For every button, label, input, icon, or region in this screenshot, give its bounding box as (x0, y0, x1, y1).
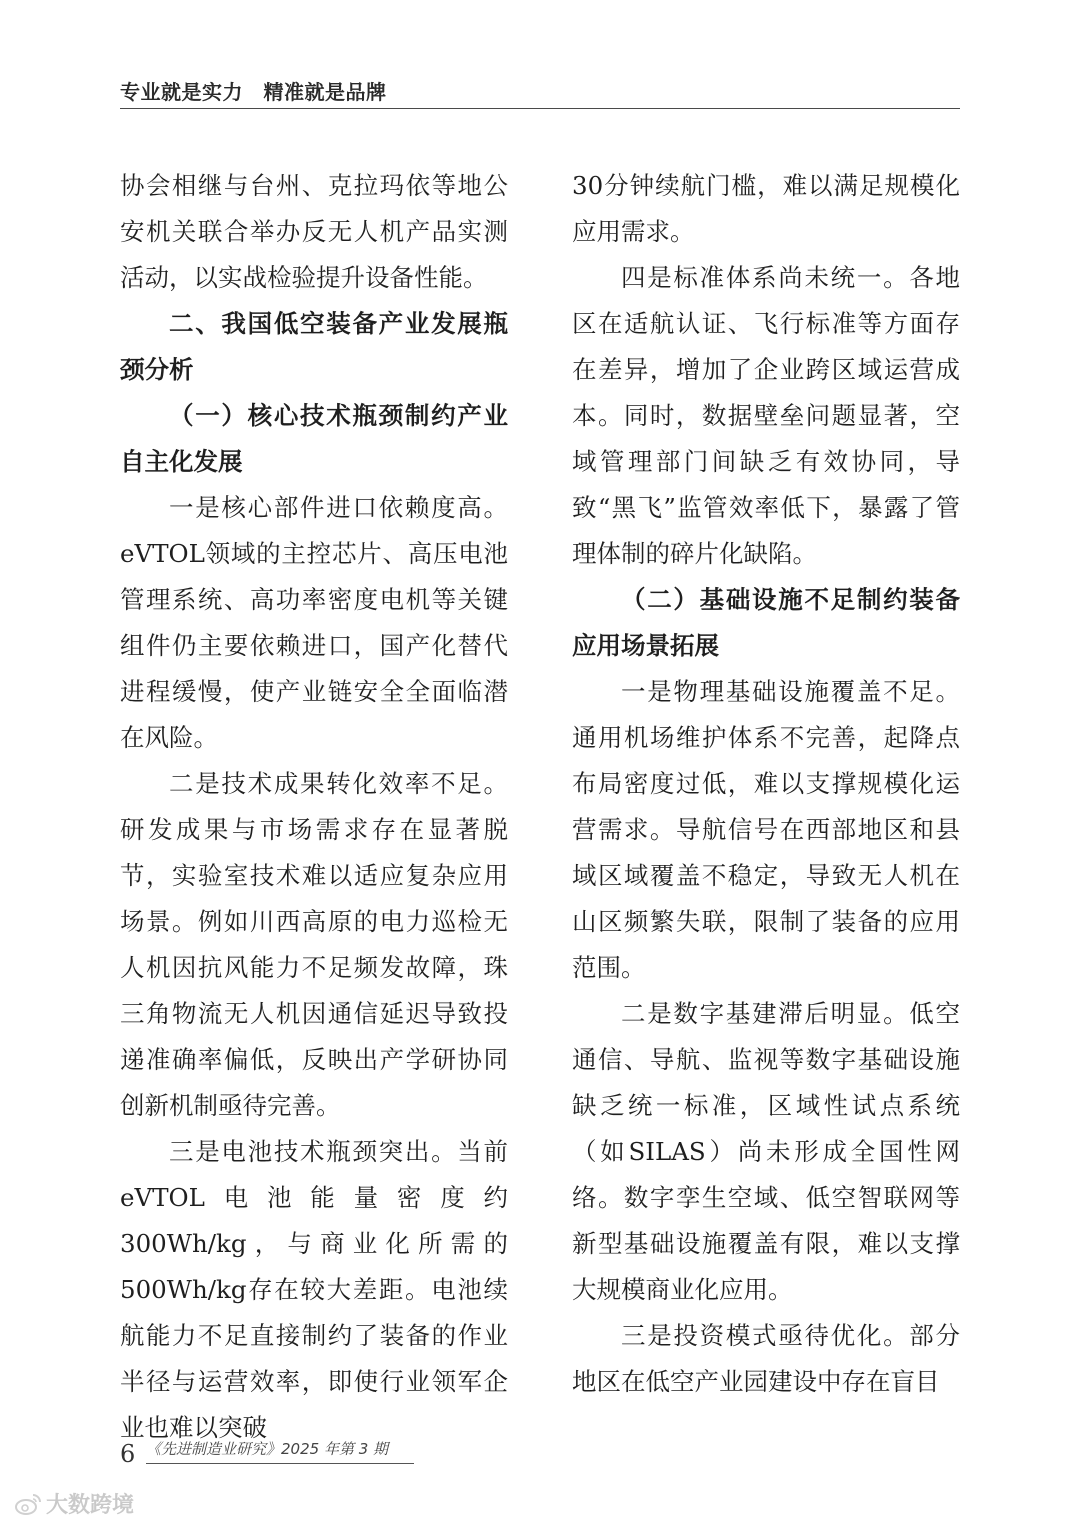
paragraph: 二是技术成果转化效率不足。研发成果与市场需求存在显著脱节，实验室技术难以适应复杂应用场景。例如川西高原的电力巡检无人机因抗风能力不足频发故障，珠三角物流无人机因通信延迟导致投递准确率偏低，反映出产学研协同创新机制亟待完善。 (120, 769, 508, 1120)
header-slogan: 专业就是实力 精准就是品牌 (120, 80, 387, 104)
watermark-text: 大数跨境 (46, 1493, 135, 1518)
paragraph: 二是数字基建滞后明显。低空通信、导航、监视等数字基础设施缺乏统一标准，区域性试点系统（如SILAS）尚未形成全国性网络。数字孪生空域、低空智联网等新型基础设施覆盖有限，难以支撑大规模商业化应用。 (572, 999, 960, 1304)
paragraph: 四是标准体系尚未统一。各地区在适航认证、飞行标准等方面存在差异，增加了企业跨区域运营成本。同时，数据壁垒问题显著，空域管理部门间缺乏有效协同，导致“黑飞”监管效率低下，暴露了管理体制的碎片化缺陷。 (572, 263, 960, 568)
weibo-logo-icon (14, 1492, 42, 1516)
journal-citation: 《先进制造业研究》2025 年第 3 期 (146, 1438, 414, 1464)
paragraph: 三是投资模式亟待优化。部分地区在低空产业园建设中存在盲目 (572, 1321, 960, 1396)
subsection-heading: （一）核心技术瓶颈制约产业自主化发展 (120, 401, 508, 476)
watermark (14, 1488, 134, 1519)
running-header (120, 74, 960, 109)
section-heading: 二、我国低空装备产业发展瓶颈分析 (120, 309, 508, 384)
paragraph: 协会相继与台州、克拉玛依等地公安机关联合举办反无人机产品实测活动，以实战检验提升设备性能。 (120, 171, 508, 292)
subsection-heading: （二）基础设施不足制约装备应用场景拓展 (572, 585, 960, 660)
paragraph: 三是电池技术瓶颈突出。当前eVTOL电池能量密度约300Wh/kg，与商业化所需的500Wh/kg存在较大差距。电池续航能力不足直接制约了装备的作业半径与运营效率，即使行业领军企业也难以突破 (120, 1137, 508, 1442)
right-column (572, 163, 960, 1405)
paragraph: 一是核心部件进口依赖度高。eVTOL领域的主控芯片、高压电池管理系统、高功率密度电机等关键组件仍主要依赖进口，国产化替代进程缓慢，使产业链安全全面临潜在风险。 (120, 493, 508, 752)
paragraph: 30分钟续航门槛，难以满足规模化应用需求。 (572, 171, 960, 246)
page-footer (120, 1438, 420, 1472)
paragraph: 一是物理基础设施覆盖不足。通用机场维护体系不完善，起降点布局密度过低，难以支撑规模化运营需求。导航信号在西部地区和县域区域覆盖不稳定，导致无人机在山区频繁失联，限制了装备的应用范围。 (572, 677, 960, 982)
page-number: 6 (120, 1440, 136, 1468)
left-column (120, 163, 508, 1451)
